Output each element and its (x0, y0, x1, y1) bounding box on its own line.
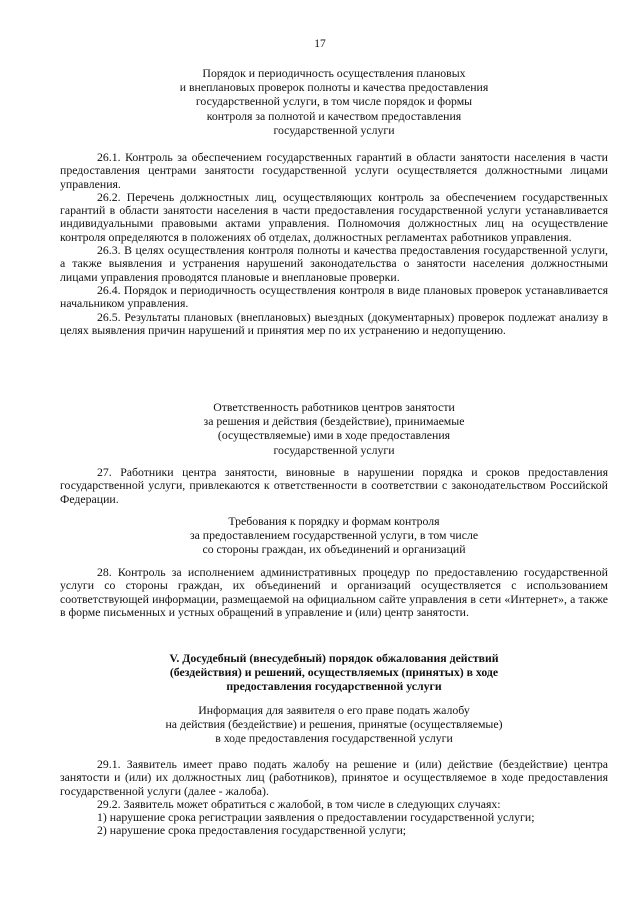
responsibility-paragraphs (60, 466, 608, 506)
control-paragraphs (60, 151, 608, 337)
paragraph-26-1: 26.1. Контроль за обеспечением государственных гарантий в области занятости населения в части предоставления центрами занятости государственной услуги осуществляется должностными лицами управления. (60, 150, 608, 191)
paragraph-27: 27. Работники центра занятости, виновные в нарушении порядка и сроков предоставления государственной услуги, привлекаются к ответственности в соответствии с законодательством Российской Федерации. (60, 465, 608, 506)
section-5-heading (60, 651, 608, 694)
heading-responsibility (60, 400, 608, 457)
heading-line: в ходе предоставления государственной услуги (215, 731, 453, 746)
heading-line: предоставления государственной услуги (226, 679, 442, 694)
heading-line: Информация для заявителя о его праве подать жалобу (198, 703, 470, 717)
heading-line: за предоставлением государственной услуги, в том числе (189, 528, 479, 543)
paragraph-29-2: 29.2. Заявитель может обратиться с жалобой, в том числе в следующих случаях: (97, 796, 501, 811)
page-number: 17 (314, 38, 326, 50)
paragraph-26-5: 26.5. Результаты плановых (внеплановых) выездных (документарных) проверок подлежат анализу в целях выявления причин нарушений и принятия мер по их устранению и недопущению. (60, 309, 608, 337)
paragraph-29-1: 29.1. Заявитель имеет право подать жалобу на решение и (или) действие (бездействие) центра занятости и (или) их должностных лиц (работников), принятое и осуществляемое в ходе предоставления государственной услуги (далее - жалоба). (60, 757, 608, 798)
list-item: 2) нарушение срока предоставления государственной услуги; (97, 823, 407, 838)
heading-line: государственной услуги (273, 442, 395, 457)
heading-line: со стороны граждан, их объединений и организаций (202, 542, 466, 557)
heading-line: государственной услуги, в том числе порядок и формы (195, 94, 473, 109)
paragraph-26-3: 26.3. В целях осуществления контроля полноты и качества предоставления государственной услуги, а также выявления и устранения нарушений законодательства о занятости населения должностными лицами управления проводятся плановые и внеплановые проверки. (60, 243, 608, 284)
paragraph-26-2: 26.2. Перечень должностных лиц, осуществляющих контроль за обеспечением государственных гарантий в области занятости населения в части предоставления государственной услуги устанавливается индивидуальными правовыми актами управления. Полномочия должностных лиц на осуществление контроля определяются в положениях об отделах, должностных регламентах работников управления. (60, 189, 608, 244)
heading-line: на действия (бездействие) и решения, принятые (осуществляемые) (165, 717, 503, 732)
paragraph-26-4: 26.4. Порядок и периодичность осуществления контроля в виде плановых проверок устанавливается начальником управления. (60, 282, 608, 311)
heading-complaint-info (60, 703, 608, 746)
heading-line: за решения и действия (бездействие), принимаемые (203, 414, 465, 429)
complaint-paragraphs (60, 758, 608, 838)
paragraph-28: 28. Контроль за исполнением административных процедур по предоставлению государственной услуги со стороны граждан, их объединений и организаций осуществляется с использованием соответствующей информации, размещаемой на официальном сайте управления в сети «Интернет», а также в форме письменных и устных обращений в управление и (или) центр занятости. (60, 565, 608, 619)
heading-line: Требования к порядку и формам контроля (228, 514, 440, 528)
control-requirements-paragraphs (60, 566, 608, 619)
heading-line: Порядок и периодичность осуществления плановых (202, 66, 466, 80)
heading-line: контроля за полнотой и качеством предоставления (206, 108, 462, 123)
heading-line: (осуществляемые) ими в ходе предоставления (217, 428, 451, 443)
heading-line: V. Досудебный (внесудебный) порядок обжалования действий (169, 651, 499, 665)
heading-line: и внеплановых проверок полноты и качества предоставления (179, 80, 489, 95)
list-item: 1) нарушение срока регистрации заявления о предоставлении государственной услуги; (97, 810, 535, 825)
heading-line: государственной услуги (273, 122, 395, 137)
heading-control-requirements (60, 514, 608, 557)
heading-inspections (60, 66, 608, 137)
heading-line: Ответственность работников центров занятости (213, 400, 455, 414)
heading-line: (бездействия) и решений, осуществляемых (принятых) в ходе (169, 665, 499, 680)
